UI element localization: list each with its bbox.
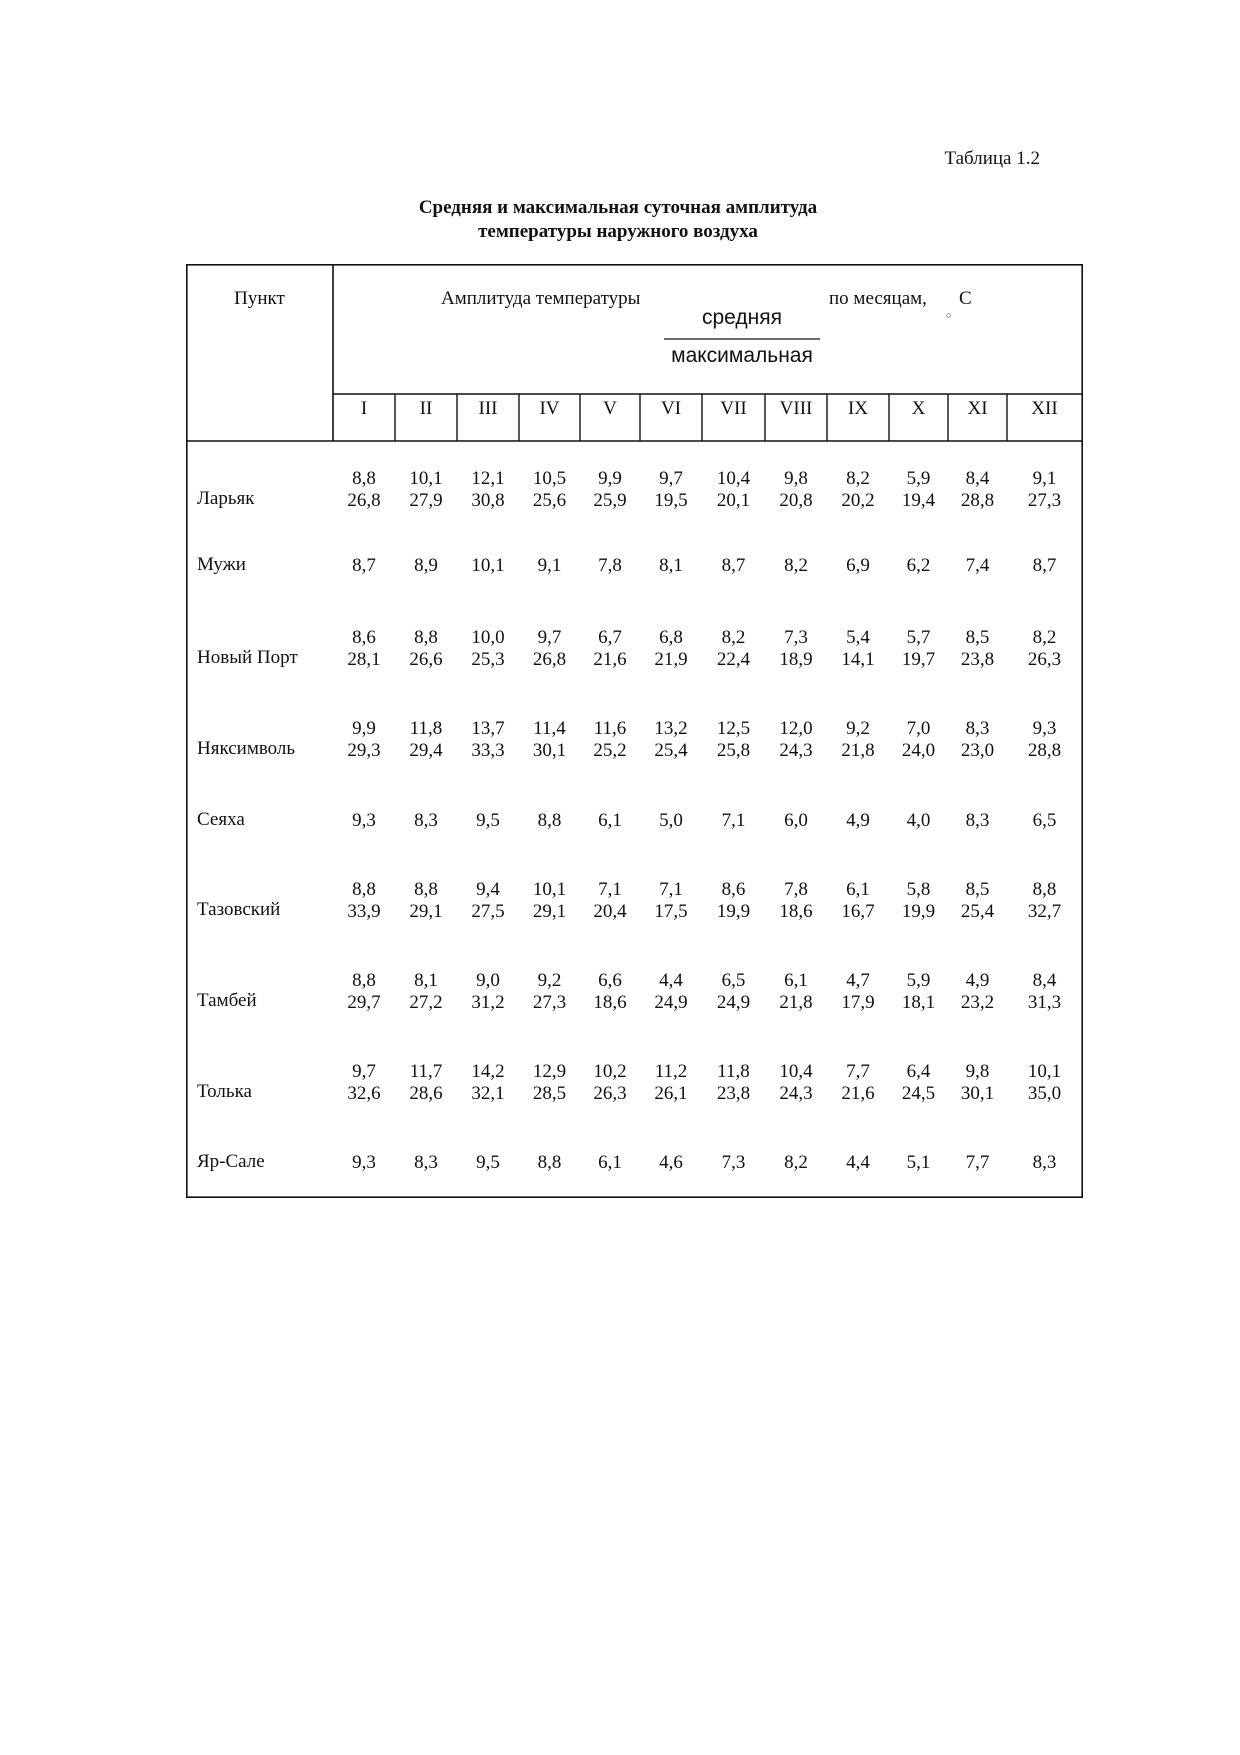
avg-value: 10,1 <box>409 468 443 489</box>
value: 8,9 <box>414 555 438 576</box>
station-name: Мужи <box>197 554 246 575</box>
value: 7,3 <box>721 1152 746 1173</box>
avg-value: 9,0 <box>476 970 500 991</box>
avg-value: 13,7 <box>471 718 505 739</box>
value: 5,0 <box>659 810 683 831</box>
avg-value: 6,4 <box>906 1061 931 1082</box>
table-title <box>0 196 1238 244</box>
value: 9,5 <box>476 1152 500 1173</box>
avg-value: 8,1 <box>414 970 438 991</box>
max-value: 32,7 <box>1027 901 1062 922</box>
value: 8,3 <box>414 810 438 831</box>
denominator-label: максимальная <box>671 344 813 367</box>
avg-value: 8,5 <box>965 879 990 900</box>
title-line-2: температуры наружного воздуха <box>478 221 758 242</box>
max-value: 26,8 <box>532 649 567 670</box>
max-value: 21,6 <box>593 649 627 670</box>
value: 6,5 <box>1032 810 1057 831</box>
month-header: III <box>478 398 498 419</box>
avg-value: 4,7 <box>846 970 870 991</box>
max-value: 25,8 <box>716 740 751 761</box>
by-months-header: по месяцам, <box>829 288 927 309</box>
max-value: 23,0 <box>960 740 995 761</box>
avg-value: 11,7 <box>409 1061 443 1082</box>
month-header: VI <box>660 398 682 419</box>
avg-value: 11,8 <box>717 1061 750 1082</box>
avg-value: 6,1 <box>784 970 808 991</box>
value: 8,8 <box>537 810 562 831</box>
avg-value: 9,3 <box>1032 718 1057 739</box>
month-header: VIII <box>779 398 813 419</box>
avg-value: 12,0 <box>779 718 813 739</box>
avg-value: 9,8 <box>784 468 808 489</box>
max-value: 30,8 <box>471 490 505 511</box>
avg-value: 10,1 <box>532 879 567 900</box>
max-value: 31,2 <box>471 992 505 1013</box>
avg-value: 6,5 <box>721 970 746 991</box>
value: 6,1 <box>598 810 622 831</box>
max-value: 26,1 <box>654 1083 688 1104</box>
value: 9,5 <box>476 810 500 831</box>
avg-value: 13,2 <box>654 718 688 739</box>
max-value: 18,6 <box>779 901 813 922</box>
max-value: 21,9 <box>654 649 688 670</box>
avg-value: 11,4 <box>533 718 566 739</box>
max-value: 19,5 <box>654 490 688 511</box>
avg-value: 6,6 <box>598 970 622 991</box>
max-value: 25,4 <box>654 740 688 761</box>
max-value: 27,3 <box>1027 490 1062 511</box>
max-value: 27,5 <box>471 901 505 922</box>
value: 4,4 <box>846 1152 870 1173</box>
value: 10,1 <box>471 555 505 576</box>
value: 8,3 <box>1032 1152 1057 1173</box>
max-value: 21,8 <box>779 992 813 1013</box>
avg-value: 8,2 <box>1032 627 1057 648</box>
max-value: 17,5 <box>654 901 688 922</box>
max-value: 28,1 <box>347 649 381 670</box>
avg-value: 11,6 <box>593 718 627 739</box>
value: 8,3 <box>414 1152 438 1173</box>
month-header: VII <box>720 398 747 419</box>
month-header: XI <box>967 398 988 419</box>
max-value: 24,0 <box>901 740 936 761</box>
title-line-1: Средняя и максимальная суточная амплитуда <box>418 197 818 218</box>
max-value: 18,1 <box>901 992 936 1013</box>
max-value: 26,3 <box>593 1083 627 1104</box>
avg-value: 9,7 <box>537 627 562 648</box>
value: 4,9 <box>846 810 870 831</box>
avg-value: 4,4 <box>659 970 683 991</box>
avg-value: 6,1 <box>846 879 870 900</box>
max-value: 30,1 <box>960 1083 995 1104</box>
max-value: 21,8 <box>841 740 875 761</box>
max-value: 24,5 <box>901 1083 936 1104</box>
max-value: 29,1 <box>532 901 567 922</box>
avg-value: 9,9 <box>352 718 376 739</box>
amplitude-header: Амплитуда температуры <box>441 288 641 309</box>
max-value: 20,4 <box>593 901 627 922</box>
avg-value: 12,1 <box>471 468 505 489</box>
max-value: 25,9 <box>593 490 627 511</box>
max-value: 20,2 <box>841 490 875 511</box>
max-value: 29,3 <box>347 740 381 761</box>
station-name: Яр-Сале <box>197 1151 265 1172</box>
station-name: Тамбей <box>197 990 257 1011</box>
avg-value: 5,7 <box>906 627 931 648</box>
avg-value: 11,2 <box>654 1061 688 1082</box>
avg-value: 6,8 <box>659 627 683 648</box>
value: 7,4 <box>965 555 990 576</box>
value: 8,8 <box>537 1152 562 1173</box>
max-value: 17,9 <box>841 992 875 1013</box>
max-value: 28,5 <box>532 1083 567 1104</box>
avg-value: 10,1 <box>1027 1061 1062 1082</box>
value: 4,6 <box>659 1152 683 1173</box>
avg-value: 7,3 <box>784 627 808 648</box>
avg-value: 5,9 <box>906 970 931 991</box>
value: 9,3 <box>352 810 376 831</box>
avg-value: 7,8 <box>784 879 808 900</box>
value: 8,7 <box>352 555 376 576</box>
avg-value: 8,6 <box>721 879 746 900</box>
avg-value: 9,8 <box>965 1061 990 1082</box>
max-value: 29,7 <box>347 992 381 1013</box>
max-value: 25,3 <box>471 649 505 670</box>
value: 9,3 <box>352 1152 376 1173</box>
max-value: 30,1 <box>532 740 567 761</box>
max-value: 28,6 <box>409 1083 443 1104</box>
month-header: X <box>911 398 926 419</box>
station-name: Сеяха <box>197 809 245 830</box>
degree-mark: ○ <box>946 310 952 320</box>
max-value: 29,1 <box>409 901 443 922</box>
value: 8,2 <box>784 1152 808 1173</box>
station-name: Тазовский <box>197 899 281 920</box>
avg-value: 8,8 <box>414 879 438 900</box>
value: 6,1 <box>598 1152 622 1173</box>
avg-value: 4,9 <box>965 970 990 991</box>
avg-value: 10,2 <box>593 1061 627 1082</box>
value: 6,9 <box>846 555 870 576</box>
table-caption: Таблица 1.2 <box>944 148 1040 169</box>
value: 7,1 <box>721 810 746 831</box>
avg-value: 5,8 <box>906 879 931 900</box>
avg-value: 5,4 <box>846 627 870 648</box>
numerator-label: средняя <box>702 306 782 329</box>
avg-value: 9,7 <box>659 468 683 489</box>
avg-value: 9,1 <box>1032 468 1057 489</box>
unit-letter: С <box>959 288 972 309</box>
avg-value: 6,7 <box>598 627 622 648</box>
max-value: 18,6 <box>593 992 627 1013</box>
avg-value: 8,8 <box>352 879 376 900</box>
value: 8,7 <box>1032 555 1057 576</box>
station-name: Новый Порт <box>197 647 298 668</box>
avg-value: 8,4 <box>1032 970 1057 991</box>
value: 5,1 <box>906 1152 931 1173</box>
max-value: 25,4 <box>960 901 995 922</box>
avg-value: 8,3 <box>965 718 990 739</box>
month-header: I <box>360 398 368 419</box>
max-value: 24,3 <box>779 740 813 761</box>
max-value: 20,8 <box>779 490 813 511</box>
max-value: 28,8 <box>1027 740 1062 761</box>
avg-value: 12,9 <box>532 1061 567 1082</box>
value: 4,0 <box>906 810 931 831</box>
avg-value: 9,4 <box>476 879 500 900</box>
value: 8,1 <box>659 555 683 576</box>
value: 6,0 <box>784 810 808 831</box>
max-value: 26,6 <box>409 649 443 670</box>
month-header: V <box>603 398 617 419</box>
month-header: IV <box>539 398 560 419</box>
avg-value: 14,2 <box>471 1061 505 1082</box>
avg-value: 5,9 <box>906 468 931 489</box>
avg-value: 10,0 <box>471 627 505 648</box>
value: 7,8 <box>598 555 622 576</box>
max-value: 24,9 <box>716 992 751 1013</box>
avg-value: 8,8 <box>414 627 438 648</box>
avg-value: 7,1 <box>598 879 622 900</box>
max-value: 32,1 <box>471 1083 505 1104</box>
avg-value: 10,4 <box>716 468 751 489</box>
max-value: 19,9 <box>901 901 936 922</box>
month-header: IX <box>847 398 869 419</box>
avg-value: 8,2 <box>846 468 870 489</box>
max-value: 23,2 <box>960 992 995 1013</box>
value: 7,7 <box>965 1152 990 1173</box>
max-value: 32,6 <box>347 1083 381 1104</box>
value: 9,1 <box>537 555 562 576</box>
avg-value: 8,4 <box>965 468 990 489</box>
avg-value: 10,5 <box>532 468 567 489</box>
max-value: 26,3 <box>1027 649 1062 670</box>
max-value: 23,8 <box>960 649 995 670</box>
value: 8,2 <box>784 555 808 576</box>
avg-value: 8,8 <box>1032 879 1057 900</box>
value: 8,3 <box>965 810 990 831</box>
max-value: 25,6 <box>532 490 567 511</box>
avg-value: 12,5 <box>716 718 751 739</box>
max-value: 25,2 <box>593 740 627 761</box>
avg-value: 10,4 <box>779 1061 813 1082</box>
max-value: 18,9 <box>779 649 813 670</box>
max-value: 20,1 <box>716 490 751 511</box>
station-name: Ларьяк <box>197 488 255 509</box>
max-value: 26,8 <box>347 490 381 511</box>
avg-value: 9,7 <box>352 1061 376 1082</box>
max-value: 24,9 <box>654 992 688 1013</box>
max-value: 22,4 <box>716 649 751 670</box>
station-name: Няксимволь <box>197 738 296 759</box>
avg-value: 7,1 <box>659 879 683 900</box>
max-value: 28,8 <box>960 490 995 511</box>
max-value: 19,9 <box>716 901 751 922</box>
max-value: 24,3 <box>779 1083 813 1104</box>
max-value: 27,2 <box>409 992 443 1013</box>
avg-value: 8,8 <box>352 468 376 489</box>
avg-value: 8,8 <box>352 970 376 991</box>
max-value: 16,7 <box>841 901 875 922</box>
avg-value: 9,9 <box>598 468 622 489</box>
avg-value: 8,6 <box>352 627 376 648</box>
avg-value: 9,2 <box>846 718 870 739</box>
max-value: 19,7 <box>901 649 936 670</box>
station-name: Толька <box>197 1081 252 1102</box>
max-value: 33,9 <box>347 901 381 922</box>
max-value: 35,0 <box>1027 1083 1062 1104</box>
value: 6,2 <box>906 555 931 576</box>
max-value: 21,6 <box>841 1083 875 1104</box>
max-value: 27,9 <box>409 490 443 511</box>
avg-value: 11,8 <box>409 718 443 739</box>
max-value: 19,4 <box>901 490 936 511</box>
max-value: 33,3 <box>471 740 505 761</box>
max-value: 27,3 <box>532 992 567 1013</box>
max-value: 29,4 <box>409 740 443 761</box>
max-value: 23,8 <box>716 1083 751 1104</box>
value: 8,7 <box>721 555 746 576</box>
max-value: 14,1 <box>841 649 875 670</box>
amplitude-table <box>186 264 1083 1198</box>
avg-value: 8,5 <box>965 627 990 648</box>
avg-value: 9,2 <box>537 970 562 991</box>
avg-value: 7,0 <box>906 718 931 739</box>
month-header: XII <box>1031 398 1058 419</box>
avg-value: 8,2 <box>721 627 746 648</box>
max-value: 31,3 <box>1027 992 1062 1013</box>
month-header: II <box>419 398 433 419</box>
avg-value: 7,7 <box>846 1061 870 1082</box>
station-header: Пункт <box>234 288 285 309</box>
